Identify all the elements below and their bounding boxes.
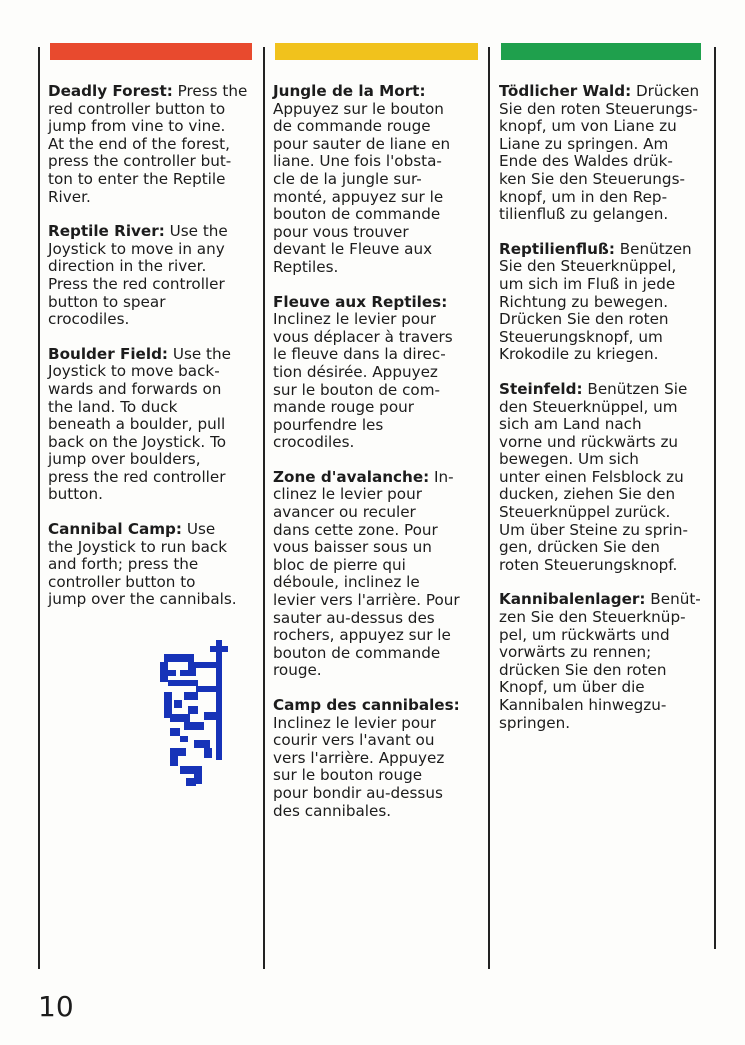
section-body: Use the Joystick to move back- wards and forwards on the land. To duck beneath a boulder, pull back on the Joystick. To jump over boulders, press the red controller button. — [48, 344, 231, 504]
section-heading: Camp des cannibales: — [273, 696, 460, 714]
section-deadly-forest — [48, 83, 254, 206]
section-body: Benützen Sie den Steuerknüppel, um sich im Fluß in jede Richtung zu bewegen. Drücken Sie den roten Steuerungsknopf, um Krokodile zu kriegen. — [499, 239, 692, 364]
column-rule-2 — [263, 47, 265, 969]
german-column — [499, 83, 711, 749]
section-heading: Zone d'avalanche: — [273, 467, 430, 486]
section-heading: Boulder Field: — [48, 344, 169, 363]
column-rule-4 — [714, 47, 716, 949]
yellow-header-bar — [275, 43, 478, 60]
section-heading: Cannibal Camp: — [48, 520, 183, 539]
section-body: Benützen Sie den Steuerknüppel, um sich am Land nach vorne und rückwärts zu bewegen. Um sich unter einen Felsblock zu ducken, ziehen Sie den Steuerknüppel zurück. Um über Steine zu sprin- gen, drücken Sie den roten Steuerungsknopf. — [499, 379, 688, 574]
section-steinfeld — [499, 381, 711, 575]
section-body: In- clinez le levier pour avancer ou reculer dans cette zone. Pour vous baisser sous un bloc de pierre qui déboule, inclinez le levier vers l'arrière. Pour sauter au-dessus des rochers, appuyez sur le bouton de commande rouge. — [273, 467, 460, 680]
section-cannibal-camp — [48, 521, 254, 609]
section-body: Benüt- zen Sie den Steuerknüp- pel, um rückwärts und vorwärts zu rennen; drücken Sie den roten Knopf, um über die Kannibalen hinwegzu- springen. — [499, 590, 701, 732]
section-body: Press the red controller button to jump from vine to vine. At the end of the forest, press the controller but- ton to enter the Reptile River. — [48, 82, 248, 206]
section-toedlicher-wald — [499, 83, 711, 224]
section-heading: Kannibalenlager: — [499, 590, 646, 609]
section-camp-des-cannibales — [273, 697, 481, 820]
section-zone-d-avalanche — [273, 469, 481, 680]
section-body: Inclinez le levier pour vous déplacer à travers le fleuve dans la direc- tion désirée. Appuyez sur le bouton de com- mande rouge pour pourfendre les crocodiles. — [273, 310, 453, 452]
section-heading: Reptilienfluß: — [499, 239, 615, 258]
section-body: Appuyez sur le bouton de commande rouge pour sauter de liane en liane. Une fois l'obsta- cle de la jungle sur- monté, appuyez sur le bouton de commande pour vous trouver devant le Fleuve aux Reptiles. — [273, 99, 451, 276]
section-reptilienfluss — [499, 241, 711, 364]
section-heading: Fleuve aux Reptiles: — [273, 292, 448, 311]
section-body: Use the Joystick to run back and forth; press the controller button to jump over the cannibals. — [48, 520, 237, 609]
page-number: 10 — [38, 990, 74, 1023]
column-rule-3 — [488, 47, 490, 969]
green-header-bar — [501, 43, 701, 60]
section-kannibalenlager — [499, 591, 711, 732]
section-body: Inclinez le levier pour courir vers l'avant ou vers l'arrière. Appuyez sur le bouton rouge pour bondir au-dessus des cannibales. — [273, 713, 445, 820]
section-heading: Steinfeld: — [499, 379, 583, 398]
section-jungle-de-la-mort — [273, 83, 481, 277]
section-heading: Tödlicher Wald: — [499, 82, 632, 100]
section-body: Drücken Sie den roten Steuerungs- knopf, um von Liane zu Liane zu springen. Am Ende des Waldes drük- ken Sie den Steuerungs- knopf, um in den Rep- tilienfluß zu gelangen. — [499, 82, 700, 224]
section-reptile-river — [48, 223, 254, 329]
english-column — [48, 83, 254, 626]
section-body: Use the Joystick to move in any direction in the river. Press the red controller button to spear crocodiles. — [48, 222, 228, 329]
pixel-explorer-sprite-icon — [160, 640, 240, 790]
red-header-bar — [50, 43, 252, 60]
section-heading: Jungle de la Mort: — [273, 82, 426, 100]
french-column — [273, 83, 481, 837]
column-rule-1 — [38, 47, 40, 969]
section-boulder-field — [48, 346, 254, 504]
section-heading: Deadly Forest: — [48, 82, 173, 100]
section-fleuve-aux-reptiles — [273, 294, 481, 452]
section-heading: Reptile River: — [48, 222, 165, 241]
